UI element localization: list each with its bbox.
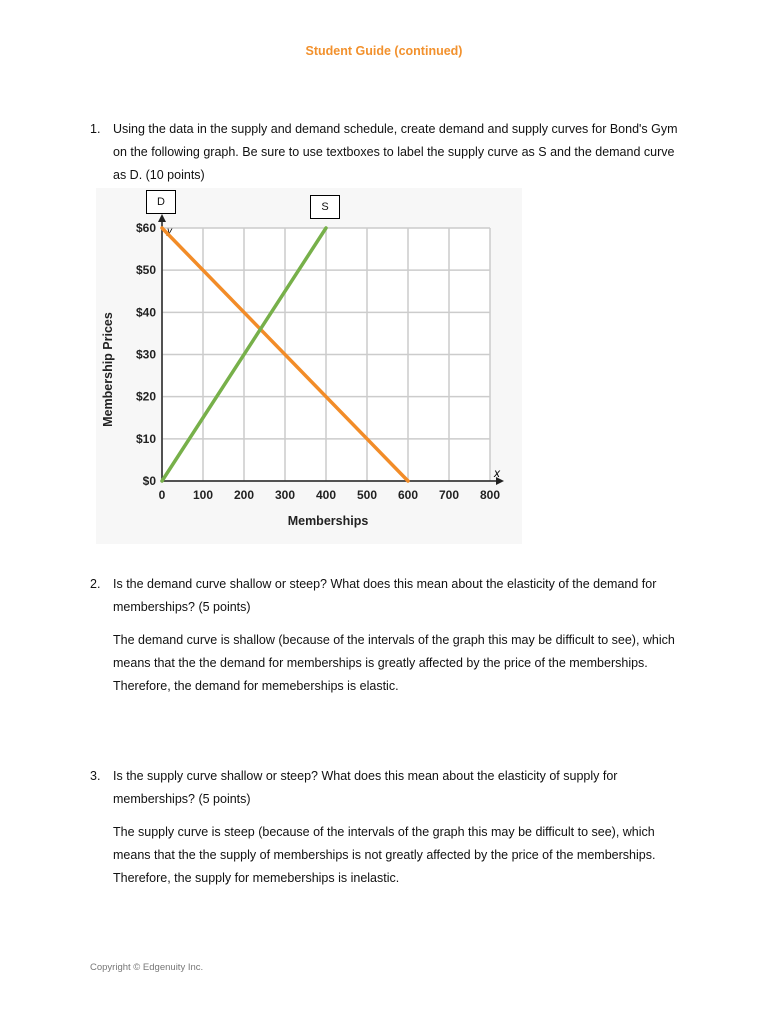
x-tick-label: 400 <box>315 488 337 502</box>
supply-label-box: S <box>310 195 340 219</box>
y-tick-label: $20 <box>135 389 156 404</box>
chart-canvas <box>96 188 522 544</box>
y-tick-label: $10 <box>135 431 156 446</box>
question-text: Is the demand curve shallow or steep? What does this mean about the elasticity of the demand for memberships? (5 points) <box>113 577 657 614</box>
question-text: Using the data in the supply and demand schedule, create demand and supply curves for Bond's Gym on the following graph. Be sure to use textboxes to label the supply curve as S and the demand curve as D. (10 points) <box>113 122 678 182</box>
answer-text: The supply curve is steep (because of the intervals of the graph this may be difficult to see), which means that the the supply of memberships is not greatly affected by the price of the memberships. Therefore, the supply for memeberships is inelastic. <box>113 825 656 885</box>
y-tick-label: $60 <box>135 221 156 235</box>
question-number: 2. <box>90 577 101 591</box>
x-axis-letter: x <box>494 466 500 480</box>
supply-demand-chart <box>96 188 522 544</box>
demand-label-box: D <box>146 190 176 214</box>
x-tick-label: 0 <box>158 488 166 502</box>
x-tick-label: 600 <box>397 488 419 502</box>
answer-text: The demand curve is shallow (because of the intervals of the graph this may be difficult to see), which means that the the demand for memberships is greatly affected by the price of the memberships. Therefore, the demand for memeberships is elastic. <box>113 633 675 693</box>
y-tick-label: $50 <box>135 263 156 278</box>
question-2 <box>90 573 680 698</box>
x-tick-label: 100 <box>192 488 214 502</box>
copyright-footer: Copyright © Edgenuity Inc. <box>90 962 204 973</box>
y-axis-letter: y <box>167 226 172 237</box>
x-tick-label: 300 <box>274 488 296 502</box>
y-tick-label: $0 <box>142 474 156 488</box>
x-tick-label: 700 <box>438 488 460 502</box>
page-header: Student Guide (continued) <box>305 44 463 58</box>
x-tick-label: 800 <box>479 488 501 502</box>
y-tick-label: $30 <box>135 347 156 362</box>
y-axis-label: Membership Prices <box>101 312 115 427</box>
x-tick-label: 500 <box>356 488 378 502</box>
question-number: 3. <box>90 769 101 783</box>
question-text: Is the supply curve shallow or steep? What does this mean about the elasticity of supply for memberships? (5 points) <box>113 769 618 806</box>
x-axis-label: Memberships <box>287 514 369 528</box>
question-1 <box>90 118 680 187</box>
y-axis-arrow <box>158 214 166 222</box>
question-number: 1. <box>90 122 101 136</box>
x-tick-label: 200 <box>233 488 255 502</box>
question-3 <box>90 765 680 890</box>
y-tick-label: $40 <box>135 305 156 320</box>
